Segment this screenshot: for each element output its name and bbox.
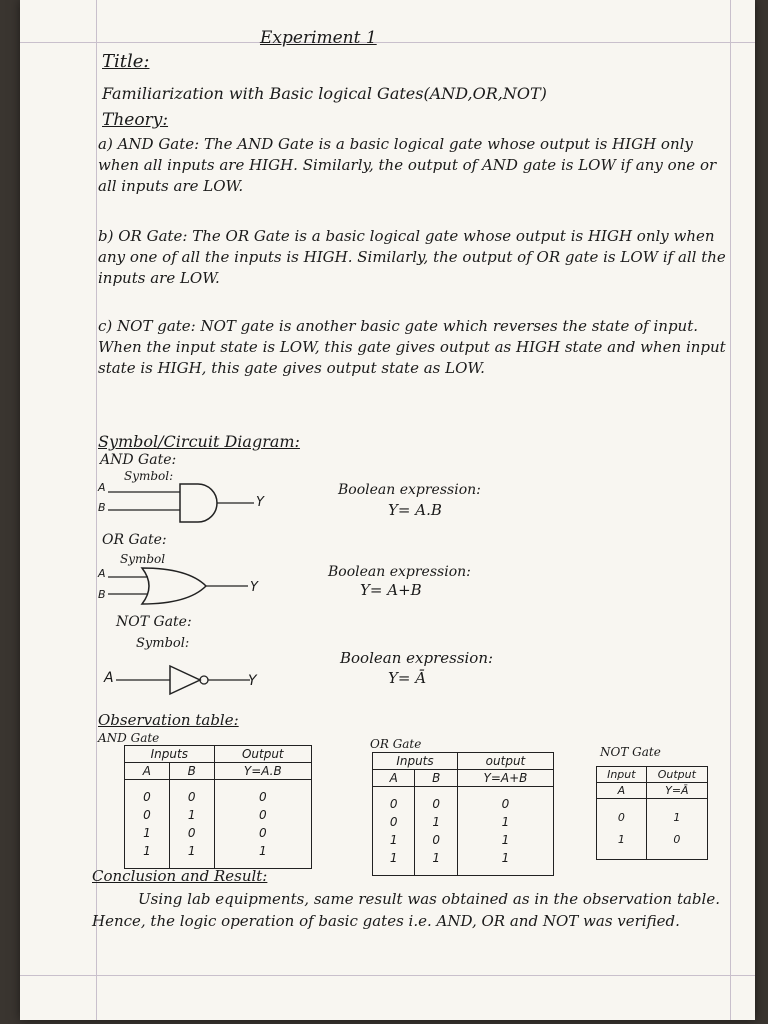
and-output-header: Output	[214, 746, 311, 763]
table-cell: 1	[258, 844, 267, 858]
or-input-b: B	[98, 588, 106, 601]
and-boolean-expression: Y= A.B	[388, 501, 442, 519]
and-inputs-header: Inputs	[125, 746, 215, 763]
table-cell: 1	[187, 844, 196, 858]
table-cell: 0	[432, 797, 441, 811]
table-cell: 0	[187, 826, 196, 840]
conclusion-text: Using lab equipments, same result was obtained as in the observation table. Hence, the logic operation of basic gates i.e. AND, OR and NOT was verified.	[92, 890, 720, 930]
or-table-title: OR Gate	[370, 737, 422, 751]
notebook-page	[20, 0, 755, 1020]
and-output-y: Y	[256, 495, 264, 510]
table-cell: 0	[389, 797, 398, 811]
right-margin-line	[730, 0, 731, 1020]
table-cell: 1	[501, 851, 510, 865]
not-col-y: Y=Ā	[646, 783, 707, 799]
table-cell: 1	[501, 815, 510, 829]
or-output-y: Y	[250, 580, 258, 595]
top-rule-line	[20, 42, 755, 43]
and-boolean-label: Boolean expression:	[338, 482, 481, 498]
table-cell: 0	[187, 790, 196, 804]
not-gate-label: NOT Gate:	[116, 614, 192, 630]
table-cell: 1	[432, 815, 441, 829]
theory-or-paragraph: b) OR Gate: The OR Gate is a basic logical gate whose output is HIGH only when any one of all the inputs is HIGH. Similarly, the output of OR gate is LOW if all the inputs are LOW.	[98, 227, 726, 287]
table-cell: 0	[258, 808, 267, 822]
table-cell: 1	[389, 851, 398, 865]
table-cell: 0	[617, 811, 625, 824]
table-cell: 0	[143, 790, 151, 804]
experiment-heading: Experiment 1	[260, 28, 377, 48]
table-cell: 0	[258, 790, 267, 804]
table-cell: 0	[432, 833, 441, 847]
and-gate-symbol	[98, 480, 278, 530]
title-text: Familiarization with Basic logical Gates(AND,OR,NOT)	[102, 84, 547, 103]
or-col-a: A	[373, 770, 415, 787]
theory-label: Theory:	[102, 110, 169, 130]
and-symbol-label: Symbol:	[124, 469, 174, 483]
observation-heading: Observation table:	[98, 711, 239, 729]
table-cell: 1	[432, 851, 441, 865]
title-label: Title:	[102, 51, 150, 72]
or-truth-table	[372, 752, 554, 876]
or-boolean-expression: Y= A+B	[360, 581, 422, 599]
theory-and-paragraph: a) AND Gate: The AND Gate is a basic logical gate whose output is HIGH only when all inputs are HIGH. Similarly, the output of AND gate is LOW if any one or all inputs are LOW.	[98, 135, 717, 195]
or-col-y: Y=A+B	[457, 770, 553, 787]
or-inputs-header: Inputs	[373, 753, 458, 770]
not-input-a: A	[104, 670, 114, 686]
table-cell: 0	[501, 797, 510, 811]
not-input-header: Input	[597, 767, 647, 783]
conclusion-heading: Conclusion and Result:	[92, 867, 268, 885]
not-boolean-expression: Y= Ā	[388, 669, 427, 687]
or-boolean-label: Boolean expression:	[328, 564, 471, 580]
table-cell: 1	[501, 833, 510, 847]
and-col-a: A	[125, 763, 170, 780]
table-cell: 0	[143, 808, 151, 822]
table-cell: 0	[258, 826, 267, 840]
not-symbol-label: Symbol:	[136, 636, 190, 651]
table-cell: 1	[673, 811, 681, 824]
and-input-a: A	[98, 481, 106, 494]
or-output-header: output	[457, 753, 553, 770]
not-table-title: NOT Gate	[600, 745, 661, 759]
theory-not-paragraph: c) NOT gate: NOT gate is another basic gate which reverses the state of input. When the input state is LOW, this gate gives output as HIGH state and when input state is HIGH, this gate gives output state as LOW.	[98, 317, 726, 377]
not-boolean-label: Boolean expression:	[340, 649, 494, 667]
table-cell: 0	[389, 815, 398, 829]
and-truth-table	[124, 745, 312, 869]
table-cell: 1	[143, 826, 151, 840]
not-output-y: Y	[248, 673, 257, 689]
table-cell: 1	[143, 844, 151, 858]
or-input-a: A	[98, 567, 106, 580]
and-gate-label: AND Gate:	[100, 452, 177, 468]
table-cell: 1	[617, 833, 625, 846]
and-col-b: B	[169, 763, 214, 780]
or-symbol-label: Symbol	[120, 552, 166, 566]
not-col-a: A	[597, 783, 647, 799]
or-gate-label: OR Gate:	[102, 532, 167, 548]
not-truth-table	[596, 766, 708, 860]
and-input-b: B	[98, 501, 106, 514]
diagram-heading: Symbol/Circuit Diagram:	[98, 432, 300, 451]
table-cell: 1	[389, 833, 398, 847]
table-cell: 1	[187, 808, 196, 822]
and-col-y: Y=A.B	[214, 763, 311, 780]
table-cell: 0	[673, 833, 681, 846]
or-col-b: B	[415, 770, 458, 787]
not-output-header: Output	[646, 767, 707, 783]
bottom-rule-line	[20, 975, 755, 976]
and-table-title: AND Gate	[98, 731, 160, 745]
